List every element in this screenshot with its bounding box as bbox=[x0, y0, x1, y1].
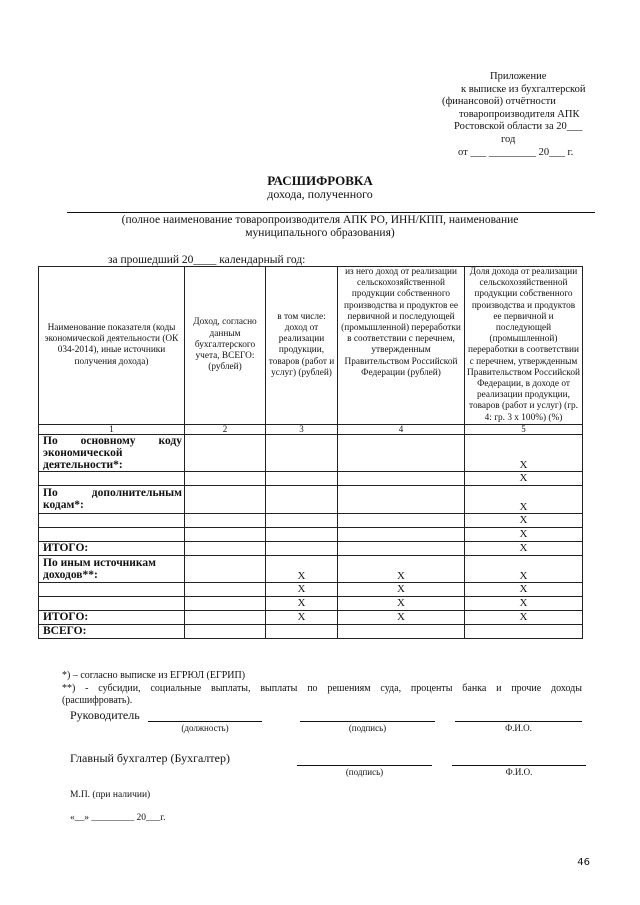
document-title: РАСШИФРОВКА bbox=[267, 173, 373, 188]
table-row bbox=[39, 555, 583, 582]
subtotal-row bbox=[39, 610, 583, 624]
producer-note-line: (полное наименование товаропроизводителя АПК РО, ИНН/КПП, наименование bbox=[121, 214, 519, 226]
mark-x: Х bbox=[465, 541, 583, 555]
position-line bbox=[148, 721, 262, 722]
column-number: 5 bbox=[465, 424, 583, 434]
mark-x: Х bbox=[465, 582, 583, 596]
table-row bbox=[39, 582, 583, 596]
mark-x: Х bbox=[465, 555, 583, 582]
table-row bbox=[39, 513, 583, 527]
producer-note bbox=[60, 214, 580, 240]
appendix-block bbox=[420, 71, 620, 159]
subtotal-label: ИТОГО: bbox=[39, 541, 185, 555]
income-breakdown-table bbox=[38, 266, 583, 639]
name-line bbox=[455, 721, 582, 722]
mark-x: Х bbox=[266, 555, 338, 582]
name-caption: Ф.И.О. bbox=[505, 723, 532, 733]
mark-x: Х bbox=[465, 513, 583, 527]
page-number: 46 bbox=[577, 857, 590, 868]
extra-codes-label: По дополнительным кодам*: bbox=[39, 485, 185, 513]
head-label: Руководитель bbox=[70, 708, 140, 722]
mark-x: Х bbox=[465, 434, 583, 471]
total-row bbox=[39, 624, 583, 638]
signature-caption: (подпись) bbox=[345, 767, 384, 777]
period-line: за прошедший 20____ календарный год: bbox=[108, 254, 306, 266]
table-row bbox=[39, 485, 583, 513]
table-row bbox=[39, 471, 583, 485]
seal-note: М.П. (при наличии) bbox=[70, 790, 151, 800]
mark-x: Х bbox=[465, 527, 583, 541]
footnote-2: **) - субсидии, социальные выплаты, выплаты по решениям суда, проценты банка и прочие доходы (расшифровать). bbox=[62, 683, 582, 706]
other-sources-label: По иным источникам доходов**: bbox=[39, 555, 185, 582]
table-header-row bbox=[39, 267, 583, 425]
appendix-line: Приложение bbox=[490, 71, 547, 82]
date-line: «__» _________ 20___г. bbox=[70, 813, 166, 823]
document-subtitle: дохода, полученного bbox=[267, 187, 373, 201]
mark-x: Х bbox=[338, 582, 465, 596]
main-code-label: По основному коду экономической деятельности*: bbox=[39, 434, 185, 471]
header-cell: в том числе: доход от реализации продукции, товаров (работ и услуг) (рублей) bbox=[266, 267, 338, 425]
mark-x: Х bbox=[465, 485, 583, 513]
position-caption: (должность) bbox=[181, 723, 229, 733]
header-cell: из него доход от реализации сельскохозяйственной продукции собственного производства и продуктов ее первичной и последующей (промышленной) переработки в соответствии с перечнем, утвержденным Правительством Российской Федерации (рублей) bbox=[338, 267, 465, 425]
appendix-line: от ___ _________ 20___ г. bbox=[458, 146, 574, 158]
mark-x: Х bbox=[338, 555, 465, 582]
subtotal-label: ИТОГО: bbox=[39, 610, 185, 624]
header-cell: Доля дохода от реализации сельскохозяйственной продукции собственного производства и продуктов ее первичной и последующей (промышленной) переработки в соответствии с перечнем, утвержденным Правительством Российской Федерации, в доходе от реализации продукции, товаров (работ и услуг) (гр. 4: гр. 3 х 100%) (%) bbox=[465, 267, 583, 425]
appendix-line: Ростовской области за 20___ bbox=[454, 121, 583, 133]
appendix-line: (финансовой) отчётности bbox=[442, 96, 556, 108]
column-number: 3 bbox=[266, 424, 338, 434]
table-row bbox=[39, 434, 583, 471]
subtotal-row bbox=[39, 541, 583, 555]
producer-note-line: муниципального образования) bbox=[245, 227, 395, 239]
column-number: 2 bbox=[185, 424, 266, 434]
appendix-line: год bbox=[501, 133, 516, 145]
mark-x: Х bbox=[338, 596, 465, 610]
footnote-1: *) – согласно выписке из ЕГРЮЛ (ЕГРИП) bbox=[62, 670, 246, 681]
column-number: 1 bbox=[39, 424, 185, 434]
mark-x: Х bbox=[465, 596, 583, 610]
mark-x: Х bbox=[266, 596, 338, 610]
mark-x: Х bbox=[266, 610, 338, 624]
name-line bbox=[452, 765, 586, 766]
header-cell: Наименование показателя (коды экономической деятельности (ОК 034-2014), иные источники получения дохода) bbox=[39, 267, 185, 425]
column-number: 4 bbox=[338, 424, 465, 434]
signature-line bbox=[300, 721, 435, 722]
appendix-line: к выписке из бухгалтерской bbox=[461, 83, 586, 95]
appendix-line: товаропроизводителя АПК bbox=[459, 108, 580, 120]
accountant-label: Главный бухгалтер (Бухгалтер) bbox=[70, 751, 230, 765]
mark-x: Х bbox=[266, 582, 338, 596]
column-number-row bbox=[39, 424, 583, 434]
signature-line bbox=[297, 765, 432, 766]
mark-x: Х bbox=[338, 610, 465, 624]
header-cell: Доход, согласно данным бухгалтерского учета, ВСЕГО: (рублей) bbox=[185, 267, 266, 425]
total-label: ВСЕГО: bbox=[39, 624, 185, 638]
table-row bbox=[39, 527, 583, 541]
mark-x: Х bbox=[465, 471, 583, 485]
signature-caption: (подпись) bbox=[348, 723, 387, 733]
mark-x: Х bbox=[465, 610, 583, 624]
producer-name-line bbox=[67, 212, 595, 213]
table-row bbox=[39, 596, 583, 610]
name-caption: Ф.И.О. bbox=[505, 767, 533, 777]
